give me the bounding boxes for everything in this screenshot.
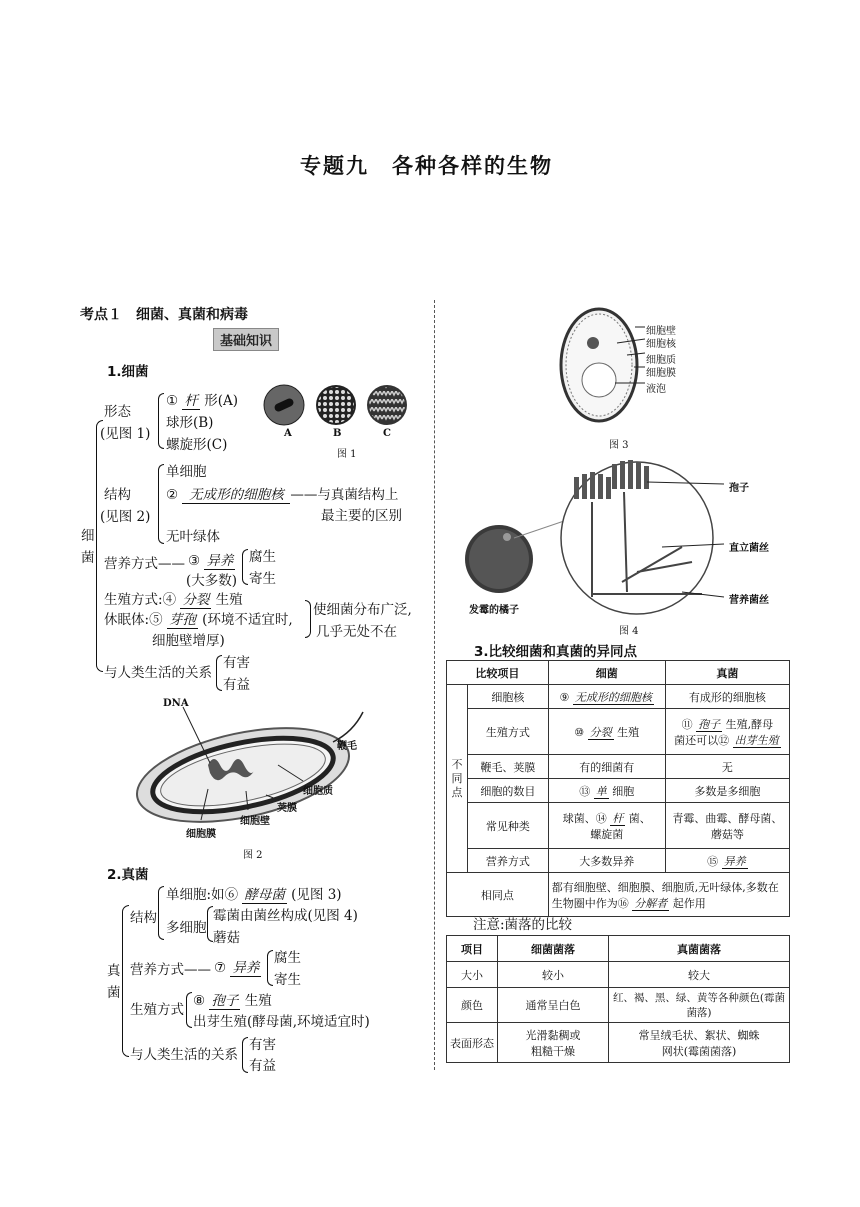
fungi-heading: 2.真菌	[107, 867, 149, 883]
bact-nutrition-fill: ③ 异养	[188, 553, 234, 569]
fig3-label-membrane: 细胞膜	[646, 368, 676, 379]
colony-cell: 通常呈白色	[498, 988, 609, 1023]
fungi-relation-brace	[242, 1037, 248, 1073]
table-row	[447, 779, 790, 803]
bact-nutrition-sub: (大多数)	[186, 573, 238, 589]
compare-bact-repro: ⑩ 分裂 生殖	[548, 709, 665, 755]
fungi-relation-harmful: 有害	[249, 1037, 276, 1053]
compare-bact-flagella: 有的细菌有	[548, 755, 665, 779]
colony-header-fungi: 真菌菌落	[609, 936, 790, 962]
struct-label: 结构	[104, 487, 131, 503]
morph-item-cocci: 球形(B)	[166, 415, 214, 431]
bact-dormant-brace	[305, 600, 311, 638]
struct-brace	[158, 464, 164, 544]
colony-header-bacteria: 细菌菌落	[498, 936, 609, 962]
compare-fungi-nucleus: 有成形的细胞核	[665, 685, 789, 709]
compare-header-bacteria: 细菌	[548, 661, 665, 685]
compare-same-value: 都有细胞壁、细胞膜、细胞质,无叶绿体,多数在 生物圈中作为⑯ 分解者 起作用	[548, 873, 789, 917]
compare-bact-types: 球菌、⑭ 杆 菌、 螺旋菌	[548, 803, 665, 849]
fungi-nutrition-label: 营养方式——	[130, 962, 211, 978]
bacteria-heading: 1.细菌	[107, 364, 149, 380]
figure-3-yeast	[557, 305, 647, 425]
bact-relation-brace	[216, 655, 222, 691]
colony-cell: 常呈绒毛状、絮状、蜘蛛 网状(霉菌菌落)	[609, 1023, 790, 1063]
fungi-repro-label: 生殖方式	[130, 1002, 184, 1018]
fig4-label-spore: 孢子	[729, 483, 749, 494]
compare-header-fungi: 真菌	[665, 661, 789, 685]
compare-item-flagella: 鞭毛、荚膜	[468, 755, 549, 779]
colony-note: 注意:菌落的比较	[473, 917, 573, 933]
column-divider	[434, 300, 435, 1070]
fungi-single-cell: 单细胞:如⑥ 酵母菌 (见图 3)	[166, 887, 342, 903]
fungi-nutrition-fill: ⑦ 异养	[214, 960, 260, 976]
colony-cell: 光滑黏稠或 粗糙干燥	[498, 1023, 609, 1063]
compare-header-item: 比较项目	[447, 661, 549, 685]
compare-fungi-nutrition: ⑮ 异养	[665, 849, 789, 873]
fungi-nutrition-parasitic: 寄生	[274, 972, 301, 988]
compare-item-nucleus: 细胞核	[468, 685, 549, 709]
bact-nutrition-saprophytic: 腐生	[249, 549, 276, 565]
morph-item-rod: ① 杆 形(A)	[166, 393, 238, 409]
fungi-relation-beneficial: 有益	[249, 1058, 276, 1074]
colony-cell: 颜色	[447, 988, 498, 1023]
fig3-label-nucleus: 细胞核	[646, 339, 676, 350]
colony-cell: 较大	[609, 962, 790, 988]
bact-relation-beneficial: 有益	[223, 677, 250, 693]
morph-label: 形态	[104, 404, 131, 420]
fig3-caption: 图 3	[609, 440, 629, 451]
compare-fungi-types: 青霉、曲霉、酵母菌、 蘑菇等	[665, 803, 789, 849]
compare-item-nutrition: 营养方式	[468, 849, 549, 873]
fig2-caption: 图 2	[243, 850, 263, 861]
fig1-label-c: C	[383, 428, 391, 439]
fig2-label-cytoplasm: 细胞质	[303, 786, 333, 797]
fungi-brace	[122, 905, 129, 1057]
fig1-label-b: B	[333, 428, 342, 439]
section-title: 考点１ 细菌、真菌和病毒	[80, 307, 248, 323]
compare-same-label: 相同点	[447, 873, 549, 917]
colony-cell: 表面形态	[447, 1023, 498, 1063]
compare-fungi-flagella: 无	[665, 755, 789, 779]
fig2-label-capsule: 荚膜	[277, 803, 297, 814]
struct-item-no-chloroplast: 无叶绿体	[166, 529, 220, 545]
table-row	[447, 962, 790, 988]
fungi-relation-label: 与人类生活的关系	[130, 1047, 238, 1063]
fig3-label-cytoplasm: 细胞质	[646, 355, 676, 366]
fungi-repro-budding: 出芽生殖(酵母菌,环境适宜时)	[193, 1014, 370, 1030]
fig2-label-membrane: 细胞膜	[186, 829, 216, 840]
fungi-nutrition-saprophytic: 腐生	[274, 950, 301, 966]
bacteria-vertical-label: 细 菌	[81, 528, 95, 566]
fig1-caption: 图 1	[337, 449, 357, 460]
bact-relation-label: 与人类生活的关系	[104, 665, 212, 681]
fig3-label-wall: 细胞壁	[646, 326, 676, 337]
colony-cell: 较小	[498, 962, 609, 988]
figure-4-mold	[462, 452, 762, 622]
fungi-multi-mold: 霉菌由菌丝构成(见图 4)	[213, 908, 358, 924]
fig2-label-dna: DNA	[163, 698, 189, 709]
fungi-repro-brace	[186, 992, 192, 1028]
compare-bact-cellcount: ⑬ 单 细胞	[548, 779, 665, 803]
table-row	[447, 1023, 790, 1063]
table-row	[447, 755, 790, 779]
fig4-label-orange: 发霉的橘子	[469, 605, 519, 616]
bact-nutrition-brace	[242, 549, 248, 585]
compare-bact-nutrition: 大多数异养	[548, 849, 665, 873]
compare-diff-label: 不 同 点	[447, 685, 468, 873]
fungi-multi-mushroom: 蘑菇	[213, 930, 240, 946]
compare-heading: 3.比较细菌和真菌的异同点	[474, 644, 638, 660]
fig4-caption: 图 4	[619, 626, 639, 637]
table-row	[447, 709, 790, 755]
fig1-label-a: A	[284, 428, 292, 439]
colony-cell: 红、褐、黑、绿、黄等各种颜色(霉菌菌落)	[609, 988, 790, 1023]
table-row	[447, 849, 790, 873]
table-row	[447, 685, 790, 709]
struct-item-single-cell: 单细胞	[166, 464, 207, 480]
fig4-label-nutrient: 营养菌丝	[729, 595, 769, 606]
page-title: 专题九 各种各样的生物	[300, 154, 553, 178]
compare-table	[446, 660, 790, 917]
fig2-label-wall: 细胞壁	[240, 816, 270, 827]
bact-nutrition-label: 营养方式——	[104, 556, 185, 572]
fig3-label-vacuole: 液泡	[646, 384, 666, 395]
struct-item-nucleus-tail: 最主要的区别	[321, 508, 402, 524]
bact-dormant-line: 休眠体:⑤ 芽孢 (环境不适宜时,	[104, 612, 293, 628]
fig4-label-upright: 直立菌丝	[729, 543, 769, 554]
struct-ref: (见图 2)	[100, 509, 151, 525]
compare-fungi-cellcount: 多数是多细胞	[665, 779, 789, 803]
colony-table	[446, 935, 790, 1063]
bacteria-brace	[96, 420, 103, 672]
fungi-struct-brace	[158, 886, 164, 940]
bact-nutrition-parasitic: 寄生	[249, 571, 276, 587]
compare-fungi-repro: ⑪ 孢子 生殖,酵母 菌还可以⑫ 出芽生殖	[665, 709, 789, 755]
bact-dormant-effect2: 几乎无处不在	[316, 624, 397, 640]
table-row	[447, 803, 790, 849]
badge-basic-knowledge: 基础知识	[213, 328, 279, 351]
fungi-nutrition-brace	[267, 950, 273, 986]
compare-bact-nucleus: ⑨ 无成形的细胞核	[548, 685, 665, 709]
colony-header-item: 项目	[447, 936, 498, 962]
struct-item-nucleus: ② 无成形的细胞核 ——与真菌结构上	[166, 483, 398, 504]
morph-brace	[158, 393, 164, 449]
table-row	[447, 988, 790, 1023]
fungi-struct-label: 结构	[130, 910, 157, 926]
bact-relation-harmful: 有害	[223, 655, 250, 671]
fungi-vertical-label: 真 菌	[107, 963, 121, 1001]
bact-dormant-line2: 细胞壁增厚)	[152, 633, 225, 649]
bact-repro-line: 生殖方式:④ 分裂 生殖	[104, 592, 243, 608]
colony-cell: 大小	[447, 962, 498, 988]
fungi-repro-spore: ⑧ 孢子 生殖	[193, 993, 272, 1009]
fungi-multi-label: 多细胞	[166, 920, 207, 936]
fig2-label-flagellum: 鞭毛	[337, 741, 357, 752]
table-row	[447, 873, 790, 917]
morph-ref: (见图 1)	[100, 426, 151, 442]
morph-item-spiral: 螺旋形(C)	[166, 437, 228, 453]
bact-dormant-effect1: 使细菌分布广泛,	[313, 602, 412, 618]
compare-item-cellcount: 细胞的数目	[468, 779, 549, 803]
compare-item-types: 常见种类	[468, 803, 549, 849]
compare-item-repro: 生殖方式	[468, 709, 549, 755]
